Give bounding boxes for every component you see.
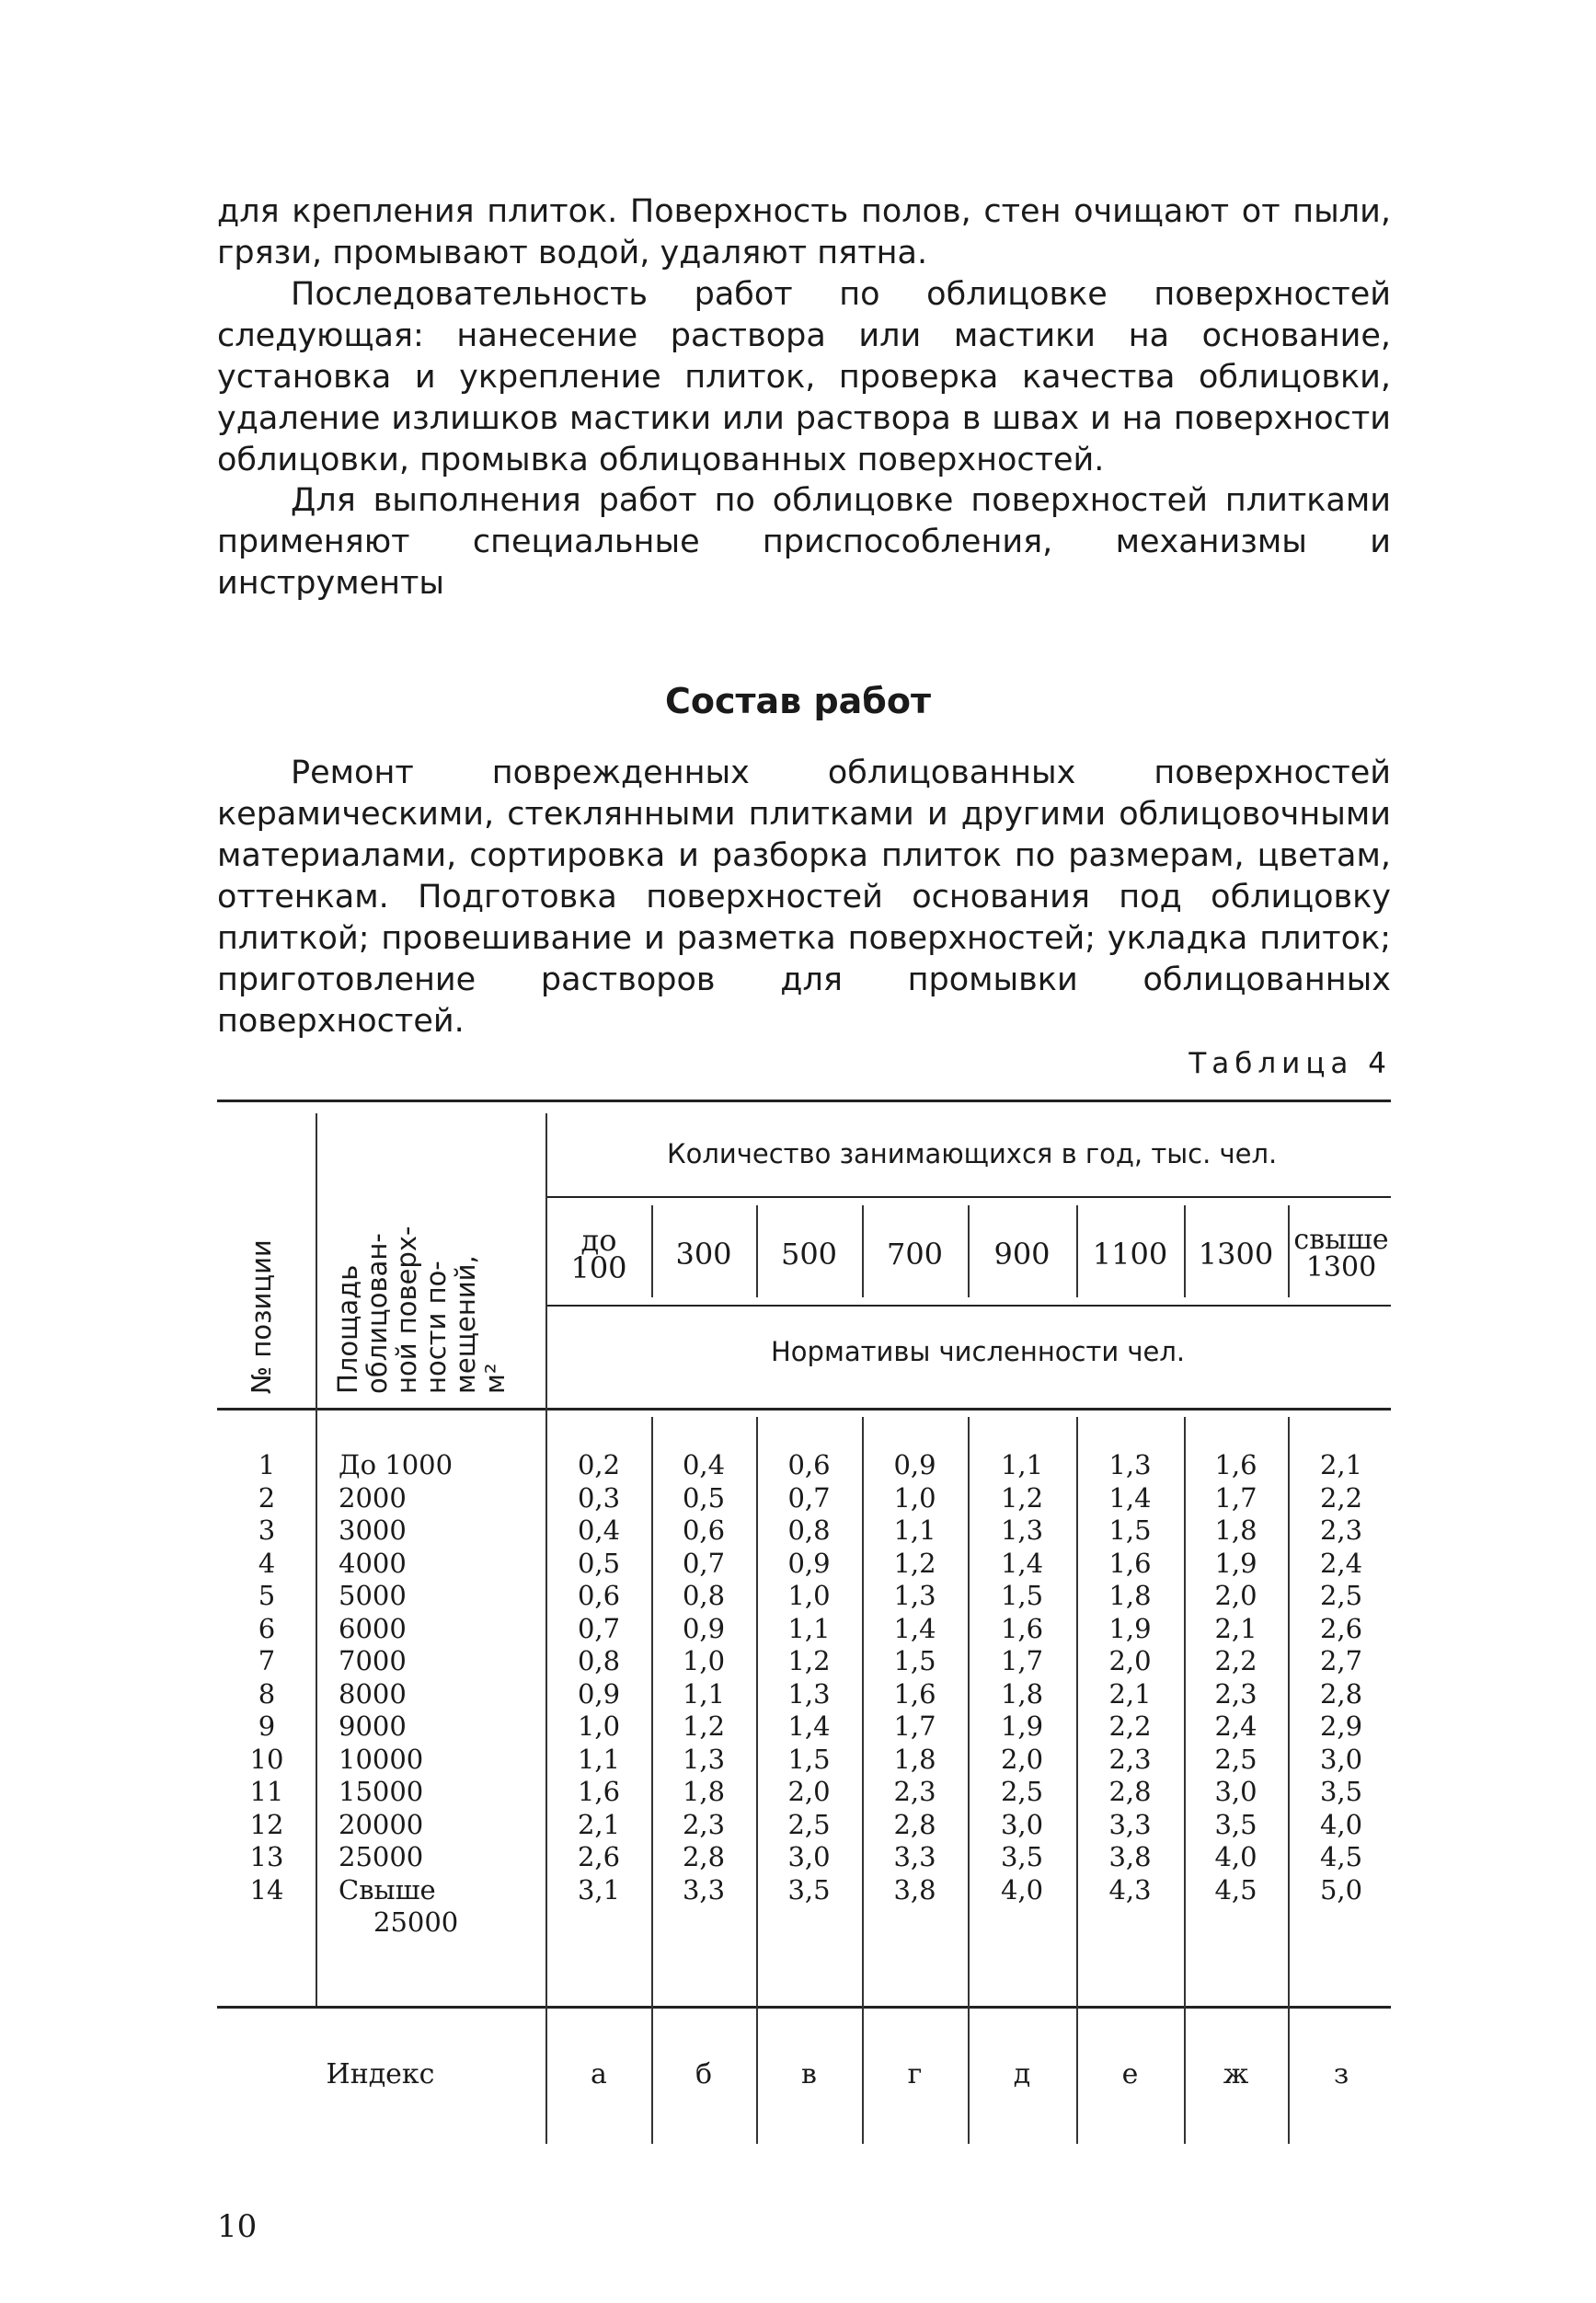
values-column-500 [758, 1449, 860, 1906]
col-header-300: 300 [675, 1237, 732, 1272]
norm-value: 1,6 [1108, 1547, 1152, 1579]
norm-value: 1,8 [682, 1776, 726, 1807]
column-header-rule [545, 1305, 1391, 1307]
norm-value: 1,5 [1000, 1580, 1044, 1611]
group-header: Количество занимающихся в год, тыс. чел. [667, 1138, 1278, 1169]
norm-value: 1,8 [893, 1743, 936, 1775]
position-column [235, 1449, 299, 1906]
norm-value: 0,9 [577, 1677, 621, 1710]
values-column-100 [548, 1449, 649, 1906]
norm-value: 2,0 [1108, 1645, 1152, 1676]
norm-value: 2,5 [1000, 1776, 1044, 1807]
position-number: 1 [258, 1449, 276, 1480]
norm-value: 2,7 [1319, 1645, 1363, 1676]
area-value: 8000 [339, 1677, 407, 1710]
norm-value: 2,2 [1108, 1710, 1152, 1742]
norm-value: 1,2 [682, 1710, 726, 1742]
norm-value: 0,8 [577, 1645, 621, 1676]
group-header-rule [545, 1196, 1391, 1198]
position-number: 3 [258, 1514, 276, 1546]
area-value: 4000 [339, 1547, 407, 1579]
position-number: 11 [249, 1776, 284, 1807]
norm-value: 4,0 [1000, 1873, 1044, 1906]
norm-value: 2,8 [893, 1808, 936, 1840]
norm-value: 0,7 [577, 1612, 621, 1644]
norm-value: 3,8 [893, 1873, 936, 1906]
values-column-over-1300 [1290, 1449, 1393, 1906]
index-letter: б [695, 2058, 713, 2090]
norm-value: 1,4 [893, 1612, 936, 1644]
norm-value: 4,0 [1319, 1808, 1363, 1840]
position-header: № позиции [246, 1239, 277, 1394]
area-value: 10000 [339, 1743, 424, 1775]
position-number: 10 [249, 1743, 284, 1775]
norm-value: 4,5 [1214, 1873, 1257, 1906]
norm-value: 2,1 [1214, 1612, 1257, 1644]
area-value: 25000 [373, 1906, 459, 1938]
norm-value: 0,7 [682, 1547, 726, 1579]
norm-value: 1,4 [1108, 1481, 1152, 1514]
norm-value: 0,5 [577, 1547, 621, 1579]
norm-value: 3,0 [1214, 1776, 1257, 1807]
norm-value: 1,3 [682, 1743, 726, 1775]
norm-value: 1,4 [1000, 1547, 1044, 1579]
norm-value: 0,3 [577, 1481, 621, 1514]
norm-value: 0,7 [787, 1481, 831, 1514]
norm-value: 3,0 [1319, 1743, 1363, 1775]
norm-value: 1,0 [893, 1481, 936, 1514]
norm-value: 2,8 [1319, 1677, 1363, 1710]
norm-value: 2,3 [893, 1776, 936, 1807]
position-number: 9 [258, 1710, 276, 1742]
norm-value: 2,8 [1108, 1776, 1152, 1807]
values-column-1300 [1186, 1449, 1286, 1906]
index-letter: в [801, 2058, 817, 2090]
values-column-700 [864, 1449, 966, 1906]
index-letter: е [1121, 2058, 1139, 2090]
norm-value: 0,6 [577, 1580, 621, 1611]
col-header-1100: 1100 [1092, 1237, 1168, 1272]
values-column-1100 [1078, 1449, 1182, 1906]
position-number: 7 [258, 1645, 276, 1676]
paragraph-work-composition: Ремонт поврежденных облицованных поверхностей керамическими, стеклянными плитками и другими облицовочными материалами, сортировка и разборка плиток по размерам, цветам, оттенкам. Подготовка поверхностей основания под облицовку плиткой; провешивание и разметка поверхностей; укладка плиток; приготовление растворов для промывки облицованных поверхностей. [217, 754, 1391, 1040]
norm-value: 0,9 [787, 1547, 831, 1579]
norm-value: 1,0 [787, 1580, 831, 1611]
area-column [339, 1449, 541, 1940]
norm-value: 2,1 [1108, 1677, 1152, 1710]
index-label: Индекс [326, 2058, 435, 2090]
index-letter: д [1013, 2058, 1031, 2090]
norm-value: 1,9 [1214, 1547, 1257, 1579]
norm-value: 1,6 [1214, 1449, 1257, 1480]
norm-value: 2,8 [682, 1841, 726, 1872]
area-value: До 1000 [339, 1449, 454, 1480]
norm-value: 1,1 [893, 1514, 936, 1546]
sub-header: Нормативы численности чел. [771, 1336, 1186, 1367]
norm-value: 1,3 [1108, 1449, 1152, 1480]
norm-value: 0,2 [577, 1449, 621, 1480]
paragraph-work-sequence: Последовательность работ по облицовке поверхностей следующая: нанесение раствора или мастики на основание, установка и укрепление плиток, проверка качества облицовки, удаление излишков мастики или раствора в швах и на поверхности облицовки, промывка облицованных поверхностей. [217, 276, 1391, 478]
norm-value: 0,4 [682, 1449, 726, 1480]
norm-value: 2,3 [682, 1808, 726, 1840]
norm-value: 1,0 [682, 1645, 726, 1676]
norm-value: 3,0 [1000, 1808, 1044, 1840]
norm-value: 2,3 [1319, 1514, 1363, 1546]
col-header-500: 500 [780, 1237, 838, 1272]
norm-value: 1,0 [577, 1710, 621, 1742]
norm-value: 1,1 [682, 1677, 726, 1710]
norm-value: 1,6 [577, 1776, 621, 1807]
table-caption: Таблица 4 [1188, 1047, 1392, 1080]
area-column-divider [545, 1113, 547, 2144]
norm-value: 1,2 [1000, 1481, 1044, 1514]
table-top-rule [217, 1100, 1391, 1102]
norm-value: 2,5 [1319, 1580, 1363, 1611]
norm-value: 1,7 [893, 1710, 936, 1742]
norm-value: 1,3 [787, 1677, 831, 1710]
position-number: 4 [258, 1547, 276, 1579]
norm-value: 2,0 [1214, 1580, 1257, 1611]
norm-value: 4,3 [1108, 1873, 1152, 1906]
norm-value: 2,3 [1108, 1743, 1152, 1775]
norm-value: 0,8 [682, 1580, 726, 1611]
norm-value: 0,9 [893, 1449, 936, 1480]
area-value: 6000 [339, 1612, 407, 1644]
area-value: Свыше [339, 1873, 436, 1906]
index-letter: а [591, 2058, 607, 2090]
index-letter: з [1333, 2058, 1349, 2090]
norm-value: 1,1 [1000, 1449, 1044, 1480]
norm-value: 1,5 [893, 1645, 936, 1676]
norm-value: 2,0 [1000, 1743, 1044, 1775]
area-value: 20000 [339, 1808, 424, 1840]
norm-value: 2,0 [787, 1776, 831, 1807]
norm-value: 1,5 [1108, 1514, 1152, 1546]
norm-value: 1,1 [787, 1612, 831, 1644]
norm-value: 2,1 [1319, 1449, 1363, 1480]
area-value: 15000 [339, 1776, 424, 1807]
values-column-300 [653, 1449, 754, 1906]
norm-value: 2,1 [577, 1808, 621, 1840]
norm-value: 3,5 [1214, 1808, 1257, 1840]
position-number: 12 [249, 1808, 284, 1840]
norm-value: 4,0 [1214, 1841, 1257, 1872]
norm-value: 1,2 [787, 1645, 831, 1676]
norm-value: 1,5 [787, 1743, 831, 1775]
norm-value: 2,3 [1214, 1677, 1257, 1710]
norm-value: 1,3 [893, 1580, 936, 1611]
norm-value: 0,8 [787, 1514, 831, 1546]
norm-value: 0,9 [682, 1612, 726, 1644]
position-number: 13 [249, 1841, 284, 1872]
norm-value: 3,5 [1000, 1841, 1044, 1872]
position-number: 8 [258, 1677, 276, 1710]
page-number: 10 [217, 2208, 258, 2245]
area-value: 7000 [339, 1645, 407, 1676]
norm-value: 0,5 [682, 1481, 726, 1514]
norm-value: 1,7 [1000, 1645, 1044, 1676]
norm-value: 1,7 [1214, 1481, 1257, 1514]
norm-value: 1,8 [1214, 1514, 1257, 1546]
section-heading: Состав работ [665, 681, 931, 721]
area-value: 5000 [339, 1580, 407, 1611]
norm-value: 2,4 [1214, 1710, 1257, 1742]
position-number: 2 [258, 1481, 276, 1514]
norm-value: 3,1 [577, 1873, 621, 1906]
norm-value: 3,3 [682, 1873, 726, 1906]
norm-value: 1,2 [893, 1547, 936, 1579]
norm-value: 1,6 [893, 1677, 936, 1710]
norm-value: 0,6 [682, 1514, 726, 1546]
col-header-1300: 1300 [1198, 1237, 1274, 1272]
header-bottom-rule [217, 1408, 1391, 1411]
norm-value: 1,3 [1000, 1514, 1044, 1546]
norm-value: 4,5 [1319, 1841, 1363, 1872]
paragraph-surface-cleaning: для крепления плиток. Поверхность полов, стен очищают от пыли, грязи, промывают водой, удаляют пятна. [217, 193, 1391, 271]
area-value: 9000 [339, 1710, 407, 1742]
area-header: Площадь облицован- ной поверх- ности по- мещений, м² [332, 1226, 511, 1394]
norm-value: 1,8 [1108, 1580, 1152, 1611]
norm-value: 3,8 [1108, 1841, 1152, 1872]
norm-value: 2,2 [1214, 1645, 1257, 1676]
norm-value: 1,6 [1000, 1612, 1044, 1644]
body-bottom-rule [217, 2006, 1391, 2009]
norm-value: 3,0 [787, 1841, 831, 1872]
position-number: 14 [249, 1873, 284, 1906]
area-value: 2000 [339, 1481, 407, 1514]
area-value: 3000 [339, 1514, 407, 1546]
norm-value: 2,5 [1214, 1743, 1257, 1775]
norm-value: 0,4 [577, 1514, 621, 1546]
norm-value: 3,3 [893, 1841, 936, 1872]
norm-value: 2,5 [787, 1808, 831, 1840]
norm-value: 2,6 [1319, 1612, 1363, 1644]
pos-column-divider [316, 1113, 317, 2006]
col-header-700: 700 [886, 1237, 944, 1272]
norm-value: 0,6 [787, 1449, 831, 1480]
norm-value: 2,4 [1319, 1547, 1363, 1579]
values-column-900 [970, 1449, 1074, 1906]
norm-value: 1,9 [1108, 1612, 1152, 1644]
norm-value: 1,1 [577, 1743, 621, 1775]
norm-value: 2,9 [1319, 1710, 1363, 1742]
index-letter: ж [1223, 2058, 1249, 2090]
norm-value: 3,5 [1319, 1776, 1363, 1807]
norm-value: 2,2 [1319, 1481, 1363, 1514]
position-number: 5 [258, 1580, 276, 1611]
col-header-100: до 100 [570, 1223, 627, 1285]
norm-value: 3,5 [787, 1873, 831, 1906]
area-value: 25000 [339, 1841, 424, 1872]
norm-value: 1,9 [1000, 1710, 1044, 1742]
col-header-over-1300: свыше 1300 [1293, 1224, 1389, 1284]
norm-value: 1,4 [787, 1710, 831, 1742]
norm-value: 1,8 [1000, 1677, 1044, 1710]
position-number: 6 [258, 1612, 276, 1644]
norm-value: 2,6 [577, 1841, 621, 1872]
col-header-900: 900 [993, 1237, 1051, 1272]
norm-value: 5,0 [1319, 1873, 1363, 1906]
paragraph-tools: Для выполнения работ по облицовке поверхностей плитками применяют специальные приспособления, механизмы и инструменты [217, 482, 1391, 602]
index-letter: г [907, 2058, 923, 2090]
norm-value: 3,3 [1108, 1808, 1152, 1840]
